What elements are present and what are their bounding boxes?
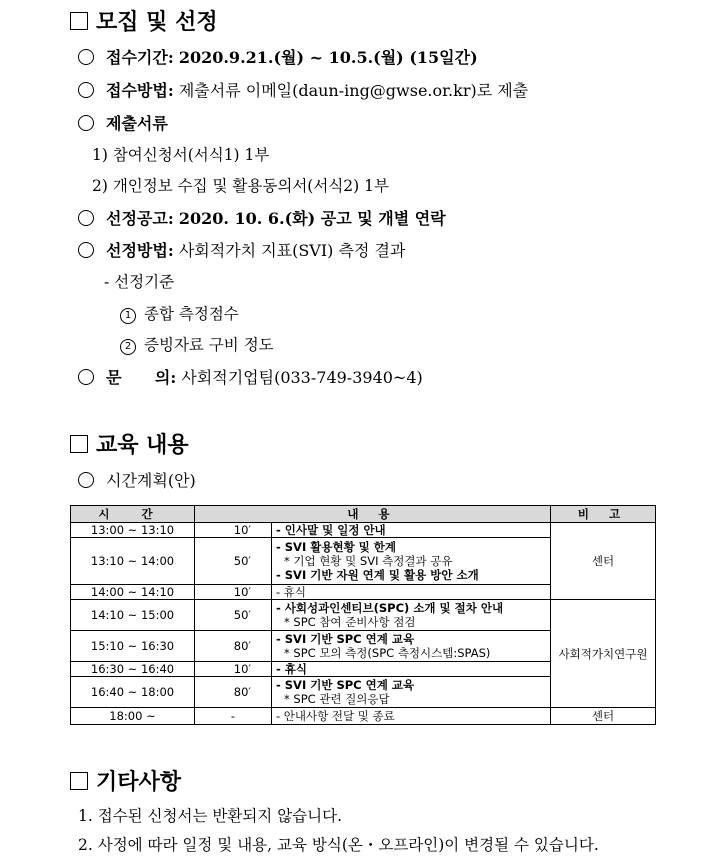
section-title: 기타사항 [96,770,182,795]
time-cell: 13:00 ~ 13:10 [71,523,195,538]
schedule-plan-label [78,468,196,491]
content-line: - SVI 기반 SPC 연계 교육 [276,678,415,692]
content-cell [272,662,551,677]
section-title: 교육 내용 [96,433,189,458]
item-label: 문 의: [106,368,177,387]
time-cell: 16:40 ~ 18:00 [71,677,195,708]
circled-number: 2 [120,339,136,355]
content-line: - 안내사항 전달 및 종료 [276,709,395,723]
time-cell: 18:00 ~ [71,708,195,725]
content-cell [272,600,551,631]
circle-bullet-icon [78,82,94,98]
item-documents [78,111,168,134]
note-cell: 센터 [551,708,656,725]
table-row [71,523,656,538]
content-cell [272,538,551,585]
misc-item: 1. 접수된 신청서는 반환되지 않습니다. [78,807,343,825]
criteria-title: - 선정기준 [104,273,175,291]
content-line: * 기업 현황 및 SVI 측정결과 공유 [284,554,453,568]
content-line: - SVI 기반 SPC 연계 교육 [276,632,415,646]
duration-cell: 10′ [195,523,272,538]
content-cell [272,631,551,662]
section-heading-education [70,428,189,459]
duration-cell: 10′ [195,662,272,677]
header-note: 비 고 [551,506,656,523]
item-label: 접수방법: [106,81,174,100]
checkbox-square-icon [70,435,88,453]
document-item: 2) 개인정보 수집 및 활용동의서(서식2) 1부 [92,177,389,195]
content-cell [272,677,551,708]
content-line: - 사회성과인센티브(SPC) 소개 및 절차 안내 [276,601,504,615]
content-line: - SVI 기반 자원 연계 및 활용 방안 소개 [276,568,479,582]
header-content: 내 용 [195,506,551,523]
circle-bullet-icon [78,49,94,65]
table-row [71,708,656,725]
circle-bullet-icon [78,210,94,226]
section-title: 모집 및 선정 [96,10,218,35]
misc-item: 2. 사정에 따라 일정 및 내용, 교육 방식(온・오프라인)이 변경될 수 있습니다. [78,836,599,854]
item-label: 선정공고: [106,209,174,228]
item-label: 제출서류 [106,114,168,133]
table-header-row [71,506,656,523]
duration-cell: 50′ [195,538,272,585]
header-time: 시 간 [71,506,195,523]
item-announce [78,206,446,229]
content-line: * SPC 관련 질의응답 [284,692,390,706]
duration-cell: - [195,708,272,725]
content-line: * SPC 참여 준비사항 점검 [284,615,416,629]
time-cell: 14:10 ~ 15:00 [71,600,195,631]
item-value: 2020. 10. 6.(화) 공고 및 개별 연락 [178,209,446,228]
content-line: - 인사말 및 일정 안내 [276,523,386,537]
item-value: 사회적가치 지표(SVI) 측정 결과 [178,241,406,260]
circle-bullet-icon [78,242,94,258]
content-cell [272,585,551,600]
item-value: 사회적기업팀(033-749-3940~4) [181,368,423,387]
note-cell: 센터 [551,523,656,600]
note-cell: 사회적가치연구원 [551,600,656,708]
document-item: 1) 참여신청서(서식1) 1부 [92,146,270,164]
duration-cell: 80′ [195,677,272,708]
duration-cell: 50′ [195,600,272,631]
criteria-text: 종합 측정점수 [144,305,239,323]
time-cell: 16:30 ~ 16:40 [71,662,195,677]
item-contact [78,365,423,388]
item-label: 선정방법: [106,241,174,260]
criteria-item [120,333,274,355]
item-value: 제출서류 이메일(daun-ing@gwse.or.kr)로 제출 [178,81,529,100]
duration-cell: 80′ [195,631,272,662]
circle-bullet-icon [78,369,94,385]
criteria-text: 증빙자료 구비 정도 [144,336,274,354]
section-heading-recruitment [70,5,218,36]
content-cell [272,523,551,538]
criteria-item [120,302,239,324]
plan-text: 시간계획(안) [106,471,196,490]
item-selection-method [78,238,405,261]
content-line: - SVI 활용현황 및 한계 [276,540,397,554]
item-period [78,45,478,68]
time-cell: 14:00 ~ 14:10 [71,585,195,600]
content-line: - 휴식 [276,585,307,599]
table-row [71,600,656,631]
checkbox-square-icon [70,772,88,790]
section-heading-misc [70,765,181,796]
time-cell: 13:10 ~ 14:00 [71,538,195,585]
checkbox-square-icon [70,12,88,30]
circle-bullet-icon [78,472,94,488]
schedule-table [70,505,656,725]
item-value: 2020.9.21.(월) ~ 10.5.(월) (15일간) [178,48,478,67]
duration-cell: 10′ [195,585,272,600]
item-label: 접수기간: [106,48,174,67]
item-method [78,78,528,101]
content-line: - 휴식 [276,662,307,676]
content-line: * SPC 모의 측정(SPC 측정시스템:SPAS) [284,646,491,660]
content-cell [272,708,551,725]
circled-number: 1 [120,308,136,324]
circle-bullet-icon [78,115,94,131]
time-cell: 15:10 ~ 16:30 [71,631,195,662]
